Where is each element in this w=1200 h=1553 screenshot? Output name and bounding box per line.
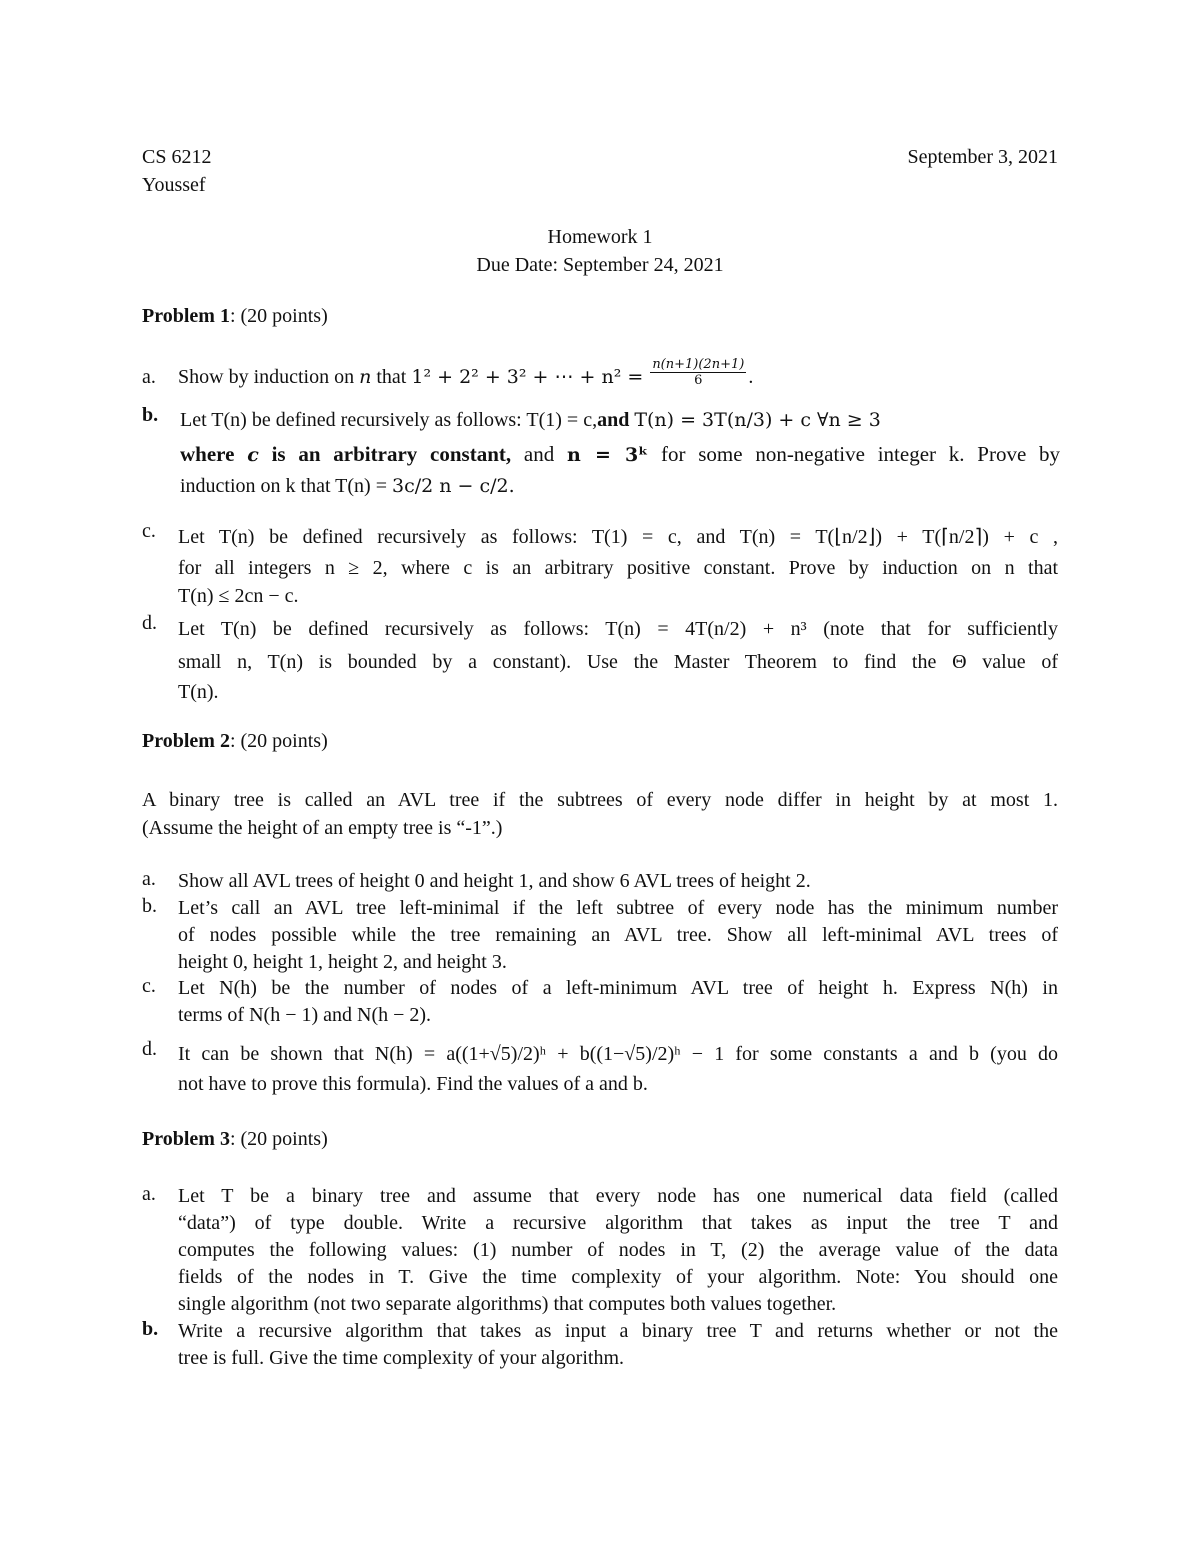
p3b-line2: tree is full. Give the time complexity of your algorithm. xyxy=(178,1347,625,1369)
item-text xyxy=(178,612,1058,706)
p3a-line4: fields of the nodes in T. Give the time complexity of your algorithm. Note: You should one xyxy=(178,1266,1058,1288)
problem-1b xyxy=(142,404,1058,514)
p2a-line1: Show all AVL trees of height 0 and height 1, and show 6 AVL trees of height 2. xyxy=(178,870,811,892)
item-letter: c. xyxy=(142,975,156,997)
item-letter: b. xyxy=(142,895,157,917)
course-code: CS 6212 xyxy=(142,146,212,168)
author-name: Youssef xyxy=(142,174,206,196)
p2-intro-line2: (Assume the height of an empty tree is “-1”.) xyxy=(142,817,503,839)
p2b-line1: Let’s call an AVL tree left-minimal if the left subtree of every node has the minimum number xyxy=(178,897,1058,919)
problem-2a xyxy=(142,868,1058,896)
p1a-sum: 1² + 2² + 3² + ⋯ + n² = xyxy=(411,366,644,388)
problem-2-points: : (20 points) xyxy=(229,730,328,752)
problem-2-heading xyxy=(142,730,328,753)
p1b-line2-post: for some non-negative integer k. Prove by xyxy=(660,442,1060,466)
problem-2c xyxy=(142,975,1058,1033)
item-text xyxy=(180,404,1060,504)
problem-3-label: Problem 3 xyxy=(142,1128,230,1150)
problem-2d xyxy=(142,1038,1058,1102)
header-date: September 3, 2021 xyxy=(907,146,1058,168)
p1b-where: where xyxy=(180,442,235,466)
p2b-line2: of nodes possible while the tree remaining an AVL tree. Show all left-minimal AVL trees of xyxy=(178,924,1058,946)
item-letter: a. xyxy=(142,868,156,890)
p1b-line3-pre: induction on k that T(n) = xyxy=(180,475,387,497)
problem-1-points: : (20 points) xyxy=(229,305,328,327)
item-letter: d. xyxy=(142,612,157,634)
p1c-line3: T(n) ≤ 2cn − c. xyxy=(178,585,299,607)
problem-3b xyxy=(142,1318,1058,1376)
due-date: Due Date: September 24, 2021 xyxy=(476,254,724,276)
doc-title: Homework 1 xyxy=(547,226,653,248)
problem-1c xyxy=(142,520,1058,610)
header-left xyxy=(142,143,211,199)
item-text xyxy=(178,1183,1058,1318)
p3a-line5: single algorithm (not two separate algorithms) that computes both values together. xyxy=(178,1293,837,1315)
problem-1-heading xyxy=(142,305,328,328)
item-letter: c. xyxy=(142,520,156,542)
p2c-line1: Let N(h) be the number of nodes of a left-minimum AVL tree of height h. Express N(h) in xyxy=(178,977,1058,999)
item-letter: a. xyxy=(142,1183,156,1205)
p3a-line2: “data”) of type double. Write a recursive algorithm that takes as input the tree T and xyxy=(178,1212,1058,1234)
p1a-text: Show by induction on xyxy=(178,366,355,388)
p1b-n-power: n = 3ᵏ xyxy=(567,444,649,466)
p2d-line2: not have to prove this formula). Find the values of a and b. xyxy=(178,1073,648,1095)
problem-3-points: : (20 points) xyxy=(229,1128,328,1150)
item-letter: b. xyxy=(142,1318,159,1340)
p1d-line3: T(n). xyxy=(178,681,219,703)
p1b-closed-form: 3c/2 n − c/2. xyxy=(392,475,515,497)
p1b-and2: and xyxy=(523,442,555,466)
p2b-line3: height 0, height 1, height 2, and height 3. xyxy=(178,951,507,973)
item-text xyxy=(178,868,1058,895)
p3b-line1: Write a recursive algorithm that takes as input a binary tree T and returns whether or not the xyxy=(178,1320,1058,1342)
problem-1a xyxy=(142,356,1058,396)
p3a-line3: computes the following values: (1) number of nodes in T, (2) the average value of the data xyxy=(178,1239,1058,1261)
p2-intro-line1: A binary tree is called an AVL tree if the subtrees of every node differ in height by at most 1. xyxy=(142,789,1058,811)
problem-1-label: Problem 1 xyxy=(142,305,230,327)
item-text xyxy=(178,1038,1058,1098)
p1d-line2: small n, T(n) is bounded by a constant). Use the Master Theorem to find the Θ value of xyxy=(178,651,1058,673)
p1a-fraction xyxy=(650,357,746,388)
p1c-line2: for all integers n ≥ 2, where c is an arbitrary positive constant. Prove by induction on n that xyxy=(178,557,1058,579)
problem-3-heading xyxy=(142,1128,328,1151)
p3a-line1: Let T be a binary tree and assume that every node has one numerical data field (called xyxy=(178,1185,1058,1207)
problem-1d xyxy=(142,612,1058,708)
problem-3a xyxy=(142,1183,1058,1323)
p1b-recurrence: T(n) = 3T(n/3) + c ∀n ≥ 3 xyxy=(634,409,881,431)
p1b-and: and xyxy=(597,409,630,431)
p1b-line3 xyxy=(180,468,1060,504)
p2c-line2: terms of N(h − 1) and N(h − 2). xyxy=(178,1004,432,1026)
item-text: Show by induction on n that 1² + 2² + 3² + ⋯ + n² = $\frac{n(n+1)(2n+1)}{6}$ . xyxy=(178,356,754,388)
item-text xyxy=(178,975,1058,1029)
frac-den: 6 xyxy=(694,372,703,388)
p1d-line1: Let T(n) be defined recursively as follows: T(n) = 4T(n/2) + n³ (note that for sufficiently xyxy=(178,618,1058,640)
p1a-that: that xyxy=(376,366,407,388)
item-letter: a. xyxy=(142,366,156,388)
item-letter: b. xyxy=(142,404,159,426)
frac-num: n(n+1)(2n+1) xyxy=(652,356,745,372)
problem-2-label: Problem 2 xyxy=(142,730,230,752)
p2d-line1: It can be shown that N(h) = a((1+√5)/2)ʰ + b((1−√5)/2)ʰ − 1 for some constants a and b (you do xyxy=(178,1043,1058,1065)
p1b-var-c: c xyxy=(247,444,259,466)
item-text xyxy=(178,520,1058,610)
item-text xyxy=(178,895,1058,976)
item-text xyxy=(178,1318,1058,1372)
p1b-line1 xyxy=(180,404,1060,436)
p1c-line1: Let T(n) be defined recursively as follows: T(1) = c, and T(n) = T(⌊n/2⌋) + T(⌈n/2⌉) + c , xyxy=(178,526,1058,548)
p1b-line1-pre: Let T(n) be defined recursively as follows: T(1) = c, xyxy=(180,409,598,431)
p1b-arbitrary: is an arbitrary constant, xyxy=(271,442,512,466)
problem-2-intro xyxy=(142,786,1058,842)
item-letter: d. xyxy=(142,1038,157,1060)
p1a-var-n: n xyxy=(359,366,372,388)
problem-2b xyxy=(142,895,1058,979)
p1b-line2 xyxy=(180,436,1060,468)
